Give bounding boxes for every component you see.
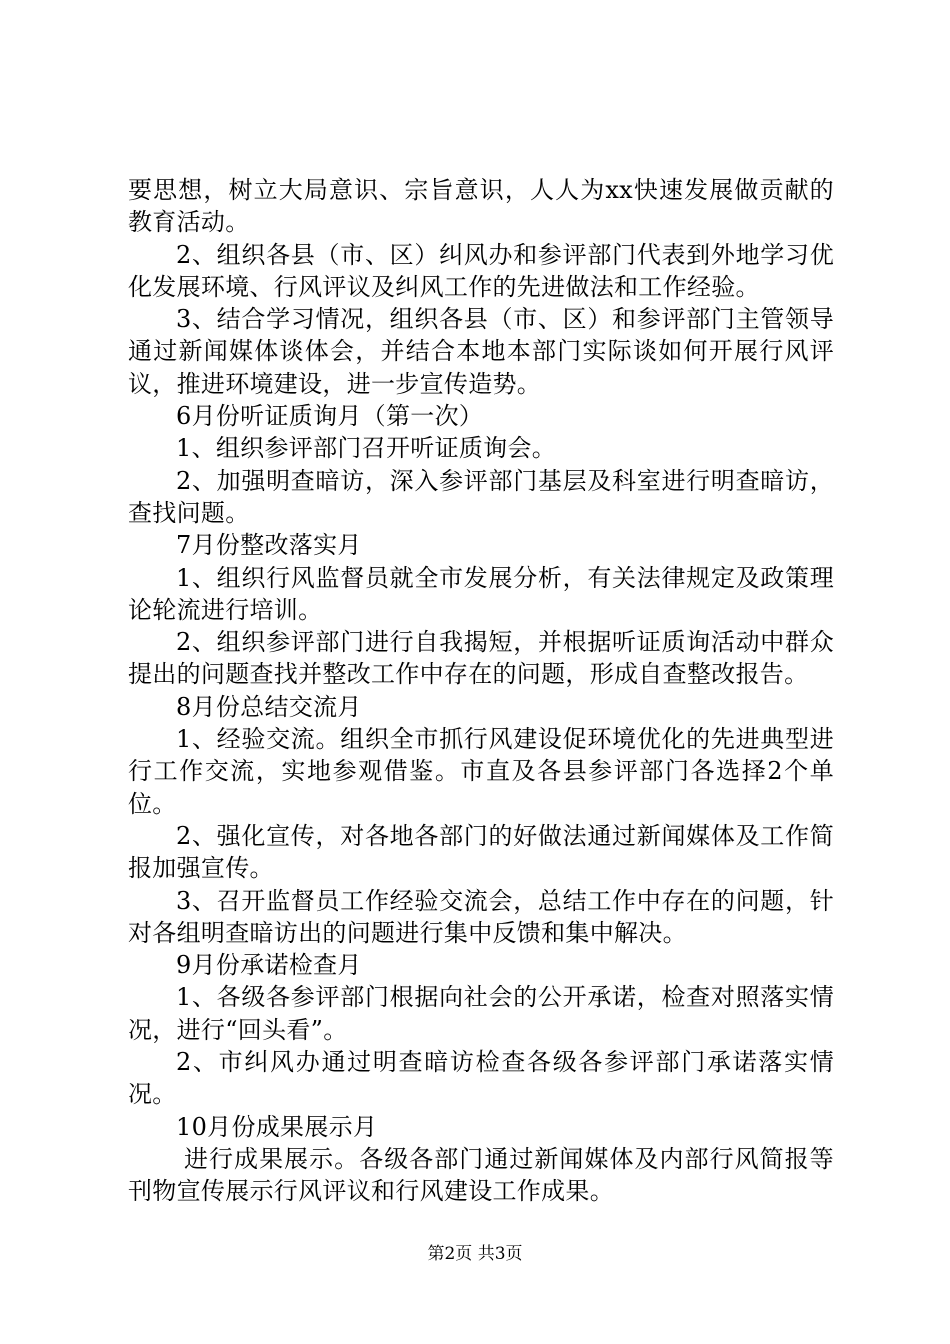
page-footer: 第2页 共3页 <box>427 1244 523 1264</box>
section-heading-october: 10月份成果展示月 <box>176 1112 378 1141</box>
section-heading-july: 7月份整改落实月 <box>176 531 362 560</box>
paragraph-item: 进行成果展示。各级各部门通过新闻媒体及内部行风简报等刊物宣传展示行风评议和行风建设工作成果。 <box>128 1144 834 1206</box>
section-heading-august: 8月份总结交流月 <box>176 692 362 721</box>
paragraph-item: 1、组织行风监督员就全市发展分析，有关法律规定及政策理论轮流进行培训。 <box>128 563 834 624</box>
section-heading-september: 9月份承诺检查月 <box>176 951 362 980</box>
document-body <box>128 174 834 1208</box>
paragraph-continuation: 要思想，树立大局意识、宗旨意识，人人为xx快速发展做贡献的教育活动。 <box>128 176 834 237</box>
paragraph-item: 3、召开监督员工作经验交流会，总结工作中存在的问题，针对各组明查暗访出的问题进行集中反馈和集中解决。 <box>128 886 834 947</box>
paragraph-item: 2、组织各县（市、区）纠风办和参评部门代表到外地学习优化发展环境、行风评议及纠风工作的先进做法和工作经验。 <box>128 240 834 301</box>
section-heading-june: 6月份听证质询月（第一次） <box>176 402 484 431</box>
paragraph-item: 1、经验交流。组织全市抓行风建设促环境优化的先进典型进行工作交流，实地参观借鉴。市直及各县参评部门各选择2个单位。 <box>128 725 834 818</box>
paragraph-item: 1、各级各参评部门根据向社会的公开承诺，检查对照落实情况，进行“回头看”。 <box>128 983 834 1044</box>
paragraph-item: 2、市纠风办通过明查暗访检查各级各参评部门承诺落实情况。 <box>128 1048 834 1109</box>
paragraph-item: 2、加强明查暗访，深入参评部门基层及科室进行明查暗访，查找问题。 <box>128 466 834 527</box>
paragraph-item: 3、结合学习情况，组织各县（市、区）和参评部门主管领导通过新闻媒体谈体会，并结合本地本部门实际谈如何开展行风评议，推进环境建设，进一步宣传造势。 <box>128 305 834 398</box>
paragraph-item: 2、强化宣传，对各地各部门的好做法通过新闻媒体及工作简报加强宣传。 <box>128 821 834 883</box>
paragraph-item: 2、组织参评部门进行自我揭短，并根据听证质询活动中群众提出的问题查找并整改工作中存在的问题，形成自查整改报告。 <box>128 628 834 689</box>
paragraph-item: 1、组织参评部门召开听证质询会。 <box>176 434 557 463</box>
